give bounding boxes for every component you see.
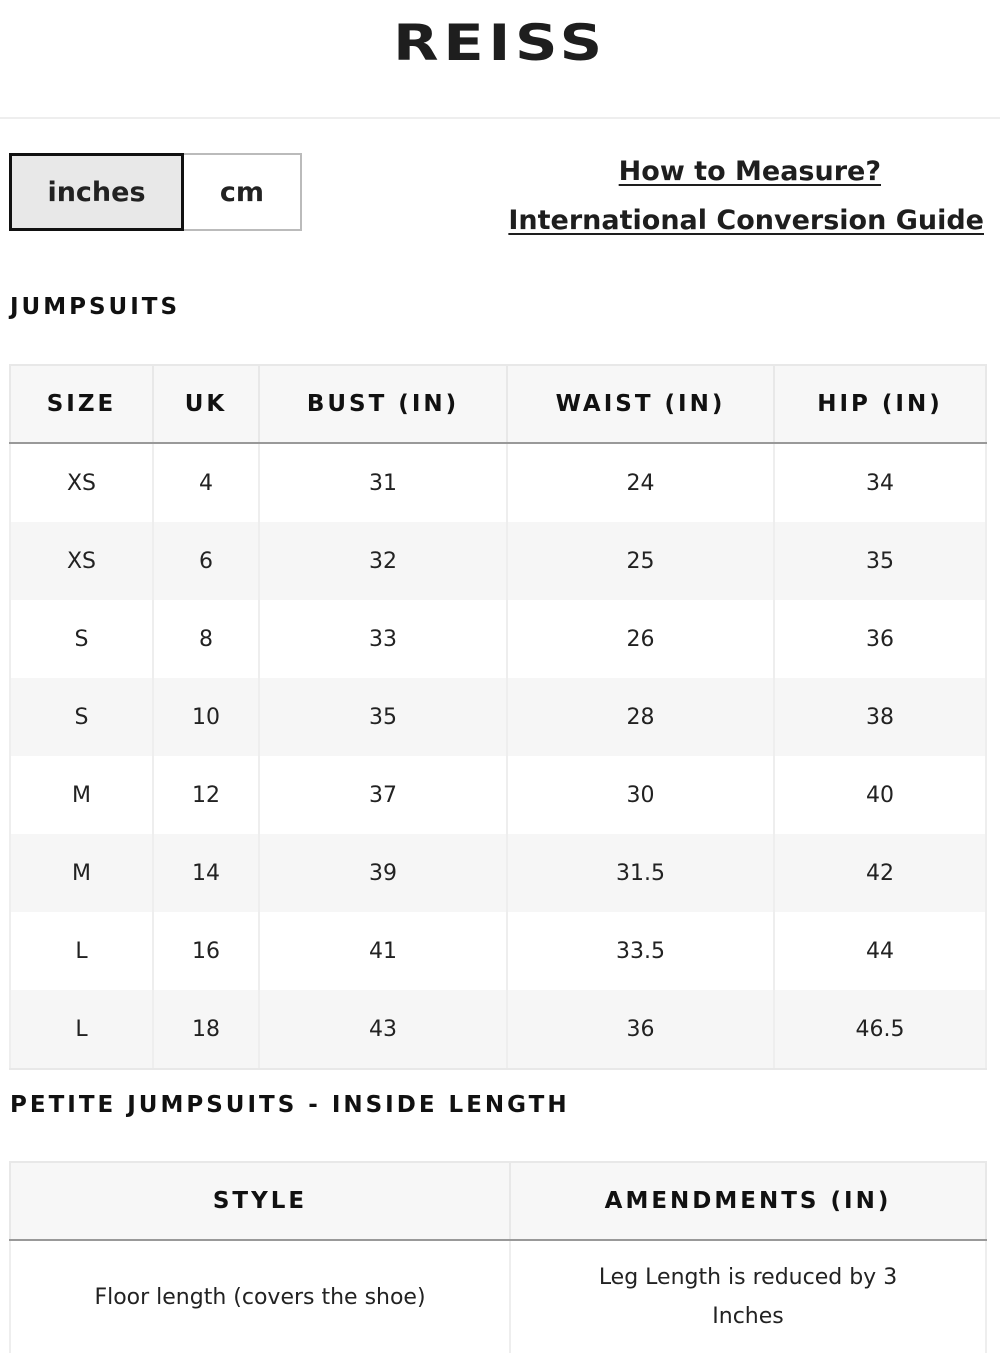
table-row — [10, 912, 986, 990]
table-row — [10, 600, 986, 678]
size-column-header: SIZE — [10, 365, 153, 443]
petite-section-title: PETITE JUMPSUITS - INSIDE LENGTH — [10, 1092, 570, 1118]
hip-cell: 36 — [774, 600, 986, 678]
table-row — [10, 756, 986, 834]
uk-cell: 10 — [153, 678, 259, 756]
size-cell: M — [10, 834, 153, 912]
uk-cell: 18 — [153, 990, 259, 1069]
reiss-logo[interactable]: REISS — [393, 14, 607, 72]
waist-cell: 30 — [507, 756, 774, 834]
bust-column-header: BUST (IN) — [259, 365, 507, 443]
table-header-row — [10, 365, 986, 443]
waist-cell: 31.5 — [507, 834, 774, 912]
style-cell: Floor length (covers the shoe) — [10, 1240, 510, 1353]
table-row — [10, 678, 986, 756]
waist-cell: 33.5 — [507, 912, 774, 990]
waist-cell: 24 — [507, 443, 774, 522]
waist-cell: 26 — [507, 600, 774, 678]
bust-cell: 37 — [259, 756, 507, 834]
unit-toggle — [9, 153, 302, 231]
hip-cell: 42 — [774, 834, 986, 912]
waist-cell: 36 — [507, 990, 774, 1069]
size-cell: XS — [10, 522, 153, 600]
site-header — [0, 0, 1000, 119]
amendment-cell: Leg Length is reduced by 3 Inches — [510, 1240, 986, 1353]
conversion-guide-link[interactable]: International Conversion Guide — [508, 205, 984, 236]
amendments-column-header: AMENDMENTS (IN) — [510, 1162, 986, 1240]
uk-cell: 14 — [153, 834, 259, 912]
size-cell: XS — [10, 443, 153, 522]
jumpsuits-section-title: JUMPSUITS — [10, 294, 181, 320]
uk-cell: 16 — [153, 912, 259, 990]
waist-column-header: WAIST (IN) — [507, 365, 774, 443]
hip-cell: 44 — [774, 912, 986, 990]
uk-cell: 8 — [153, 600, 259, 678]
bust-cell: 43 — [259, 990, 507, 1069]
cm-button[interactable]: cm — [184, 153, 302, 231]
bust-cell: 41 — [259, 912, 507, 990]
hip-cell: 46.5 — [774, 990, 986, 1069]
size-cell: L — [10, 912, 153, 990]
guide-links — [508, 156, 984, 236]
table-row — [10, 443, 986, 522]
uk-cell: 12 — [153, 756, 259, 834]
size-cell: S — [10, 600, 153, 678]
table-header-row — [10, 1162, 986, 1240]
table-row — [10, 1240, 986, 1353]
bust-cell: 33 — [259, 600, 507, 678]
uk-cell: 4 — [153, 443, 259, 522]
hip-cell: 35 — [774, 522, 986, 600]
petite-inside-length-table — [9, 1161, 987, 1353]
jumpsuits-size-table — [9, 364, 987, 1070]
table-row — [10, 834, 986, 912]
how-to-measure-link[interactable]: How to Measure? — [618, 156, 881, 187]
hip-column-header: HIP (IN) — [774, 365, 986, 443]
uk-cell: 6 — [153, 522, 259, 600]
bust-cell: 35 — [259, 678, 507, 756]
waist-cell: 25 — [507, 522, 774, 600]
bust-cell: 32 — [259, 522, 507, 600]
inches-button[interactable]: inches — [9, 153, 184, 231]
bust-cell: 39 — [259, 834, 507, 912]
uk-column-header: UK — [153, 365, 259, 443]
hip-cell: 34 — [774, 443, 986, 522]
size-cell: L — [10, 990, 153, 1069]
waist-cell: 28 — [507, 678, 774, 756]
table-row — [10, 522, 986, 600]
size-cell: S — [10, 678, 153, 756]
hip-cell: 38 — [774, 678, 986, 756]
style-column-header: STYLE — [10, 1162, 510, 1240]
bust-cell: 31 — [259, 443, 507, 522]
table-row — [10, 990, 986, 1069]
hip-cell: 40 — [774, 756, 986, 834]
size-cell: M — [10, 756, 153, 834]
